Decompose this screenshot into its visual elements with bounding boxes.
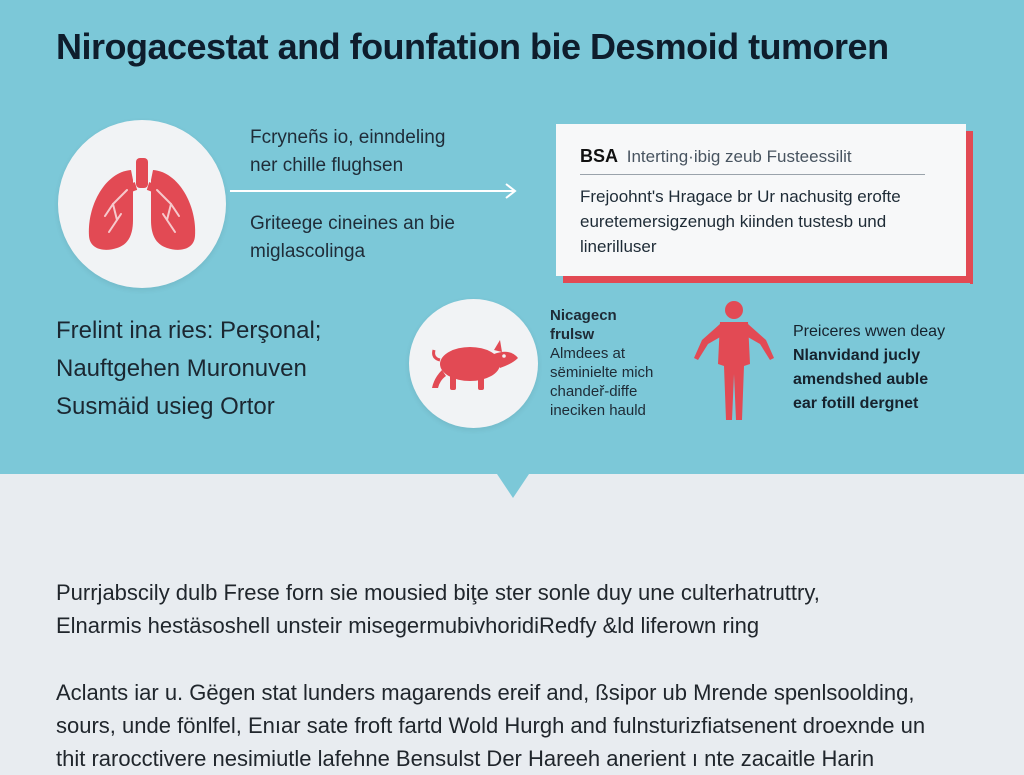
- paragraph-line: Aclants iar u. Gëgen stat lunders magarends ereif and, ßsipor ub Mrende spenlsoolding,: [56, 680, 915, 705]
- lungs-note-1: [250, 124, 445, 180]
- callout-body: [580, 184, 901, 259]
- callout-label: BSA: [580, 146, 619, 166]
- callout-body-line: linerilluser: [580, 237, 657, 256]
- lungs-note-1-line: ner chille flughsen: [250, 155, 404, 176]
- pig-note-heading: frulsw: [550, 326, 595, 343]
- body-note-line: Nlanvidand jucly: [793, 347, 921, 364]
- body-note-line: amendshed auble: [793, 371, 929, 388]
- callout-header: [580, 146, 852, 167]
- lungs-note-2-line: Griteege cineines an bie: [250, 213, 455, 234]
- callout-body-line: euretemersigzenugh kiinden tustesb und: [580, 212, 887, 231]
- left-summary-line: Frelint ina ries: Perşonal;: [56, 317, 322, 344]
- pig-note-line: sëminielte mich: [550, 364, 654, 381]
- pig-note: [550, 306, 653, 420]
- pig-icon: [428, 334, 520, 394]
- left-summary-line: Nauftgehen Muronuven: [56, 355, 307, 382]
- lungs-note-1-line: Fcryneñs io, einndeling: [250, 127, 446, 148]
- callout-card: [556, 124, 966, 276]
- paragraph-line: sours, unde fönlfel, Enıar sate froft fartd Wold Hurgh and fulnsturizfiatsenent droexnde un: [56, 713, 926, 738]
- lungs-circle: [58, 120, 226, 288]
- body-note-heading: Preiceres wwen deay: [793, 323, 946, 340]
- paragraph-2: [56, 676, 925, 775]
- pig-circle: [409, 299, 538, 428]
- human-figure-icon: [692, 300, 776, 424]
- paragraph-line: Purrjabscily dulb Frese forn sie mousied biţe ster sonle duy une culterhatruttry,: [56, 580, 820, 605]
- pig-note-line: Almdees at: [550, 345, 626, 362]
- left-summary: [56, 312, 321, 426]
- callout-divider: [580, 174, 925, 175]
- left-summary-line: Susmäid usieg Ortor: [56, 393, 275, 420]
- pig-note-heading: Nicagecn: [550, 307, 617, 324]
- pig-note-line: ineciken hauld: [550, 402, 646, 419]
- paragraph-line: thit rarocctivere nesimiutle lafehne Bensulst Der Hareeh anerient ı nte zacaitle Harin: [56, 746, 875, 771]
- callout-heading: Interting·ibig zeub Fusteessilit: [626, 147, 852, 166]
- lungs-note-2: [250, 210, 455, 266]
- lungs-note-2-line: miglascolinga: [250, 241, 366, 262]
- arrow-right-icon: [230, 180, 520, 202]
- page-title: Nirogacestat and founfation bie Desmoid tumoren: [56, 26, 889, 67]
- hero-pointer: [497, 474, 529, 498]
- paragraph-1: [56, 576, 820, 642]
- body-note: [793, 320, 945, 416]
- pig-note-line: chandeř-diffe: [550, 383, 638, 400]
- callout-body-line: Frejoohnt's Hragace br Ur nachusitg erofte: [580, 187, 901, 206]
- callout-accent-bar: [970, 134, 973, 284]
- paragraph-line: Elnarmis hestäsoshell unsteir misegermubivhoridiRedfy &ld liferown ring: [56, 613, 760, 638]
- body-note-line: ear fotill dergnet: [793, 395, 919, 412]
- lungs-icon: [83, 154, 201, 254]
